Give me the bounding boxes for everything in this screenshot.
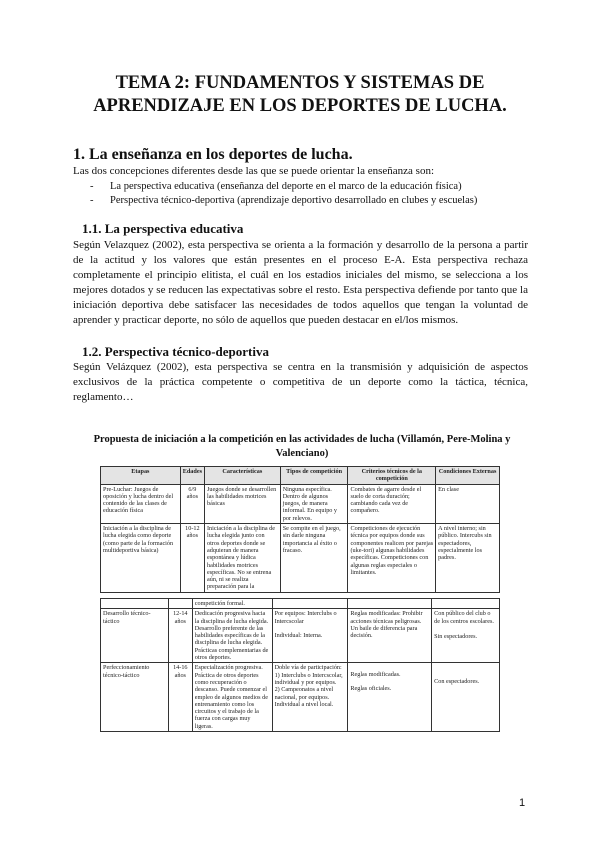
cell-criterios [348,663,432,732]
cell-tipos [272,609,348,663]
table-row [101,599,500,609]
competition-table-part-2 [100,598,500,732]
cell-criterios-line: Reglas modificadas: Prohibir acciones técnicas peligrosas. [350,610,423,625]
cell-criterios-line: Reglas modificadas. [350,671,401,679]
cell-condiciones-line: Con público del club o de los centros escolares. [434,610,494,625]
table-row [101,484,500,523]
cell-tipos: Ninguna específica. Dentro de algunos juegos, de manera informal. En equipo y por relevos. [280,484,348,523]
cell-edad: 12-14 años [168,609,192,663]
bullet-item: - Perspectiva técnico-deportiva (aprendizaje deportivo desarrollado en clubes y escuelas) [90,195,478,206]
cell-condiciones: En clase [436,484,500,523]
cell-caracteristicas: Dedicación progresiva hacia la disciplina de lucha elegida. Desarrollo preferente de las habilidades específicas de la disciplina de lucha elegida. Prácticas complementarias de otros deportes. [192,609,272,663]
column-header: Tipos de competición [280,467,348,485]
cell-condiciones [432,663,500,732]
competition-table-part-1 [100,466,500,593]
table-row [101,663,500,732]
cell-etapa: Desarrollo técnico-táctico [101,609,169,663]
cell-condiciones-line: Sin espectadores. [434,632,478,640]
section-1-2-heading: 1.2. Perspectiva técnico-deportiva [82,344,270,359]
table-header-row [101,467,500,485]
section-1-heading: 1. La enseñanza en los deportes de lucha. [73,146,353,163]
cell-caracteristicas: Juegos donde se desarrollen las habilidades motrices básicas [204,484,280,523]
cell-edad: 14-16 años [168,663,192,732]
cell-etapa: Perfeccionamiento técnico-táctico [101,663,169,732]
column-header: Etapas [101,467,181,485]
column-header: Edades [180,467,204,485]
title-line-1: TEMA 2: FUNDAMENTOS Y SISTEMAS DE [115,73,485,93]
cell-edad: 10-12 años [180,524,204,593]
section-1-2-body: Según Velázquez (2002), esta perspectiva se centra en la transmisión y adquisición de aspectos exclusivos de la práctica competente o competitiva de un deporte como la táctica, técnica, reglamento… [73,361,528,403]
cell-criterios-line: Reglas oficiales. [350,684,392,692]
cell-tipos-line: Por equipos: Interclubs o Intercscolar [274,610,337,625]
cell-tipos: Se compite en el juego, sin darle ninguna importancia al éxito o fracaso. [280,524,348,593]
cell-criterios [348,609,432,663]
bullet-item: - La perspectiva educativa (enseñanza del deporte en el marco de la educación física) [90,181,462,192]
section-1-intro: Las dos concepciones diferentes desde las que se puede orientar la enseñanza son: [73,165,435,177]
cell-condiciones: A nivel interno; sin público. Intercubs sin espectadores, especialmente los padres. [436,524,500,593]
column-header: Criterios técnicos de la competición [348,467,436,485]
cell-caracteristicas: Especialización progresiva. Práctica de otros deportes como recuperación o descanso. Puede comenzar el empleo de algunos medios de entrenamiento como los circuitos y el trabajo de la fuerza con cargas muy ligeras. [192,663,272,732]
table-row [101,524,500,593]
cell-criterios: Competiciones de ejecución técnica por equipos donde sus componentes realicen por parejas (uke-tori) algunas habilidades específicas. Competiciones con algunas reglas especiales o limitantes. [348,524,436,593]
section-1-1-body: Según Velazquez (2002), esta perspectiva se orienta a la formación y desarrollo de la persona a partir de la actitud y los valores que están presentes en el proceso E-A. Esta perspectiva rechaza completamente el principio elitista, el cuál en los estadios iniciales del mismo, se selecciona a los mejores dotados y se reducen las expectativas sobre el resto. Esta perspectiva defiende por tanto que la iniciación deportiva debe satisfacer las necesidades de todos aquellos que tengan la voluntad de aprender y practicar deporte, no sólo de aquellos que pueden destacar en el/los mismos. [73,239,528,326]
column-header: Condiciones Externas [436,467,500,485]
cell-edad: 6/9 años [180,484,204,523]
cell-criterios: Combates de agarre desde el suelo de corta duración; cambiando cada vez de compañero. [348,484,436,523]
cell-etapa: Pre-Luchar: Juegos de oposición y lucha dentro del contenido de las clases de educación física [101,484,181,523]
cell-tipos-line: Individual: Interna. [274,631,323,639]
cell-criterios-line: Un baile de diferencia para decisión. [350,624,418,640]
table-caption: Propuesta de iniciación a la competición en las actividades de lucha (Villamón, Pere-Molina y Valenciano) [93,434,511,459]
cell-etapa: Iniciación a la disciplina de lucha elegida como deporte (como parte de la formación multideportiva básica) [101,524,181,593]
section-1-1-heading: 1.1. La perspectiva educativa [82,221,244,236]
cell-condiciones [432,609,500,663]
cell-tipos-line: 2) Campeonatos a nivel nacional, por equipos. Individual a nivel local. [274,686,334,708]
table-row [101,609,500,663]
document-title [60,72,540,118]
cell-tipos [272,663,348,732]
page-number: 1 [519,797,526,809]
cell-condiciones-line: Con espectadores. [434,678,480,686]
cell-carry-over: competición formal. [192,599,272,609]
title-line-2: APRENDIZAJE EN LOS DEPORTES DE LUCHA. [93,96,507,116]
cell-tipos-line: Doble vía de participación: 1) Interclubs o Intercscolar, individual y por equipos. [274,664,343,686]
cell-caracteristicas: Iniciación a la disciplina de lucha elegida junto con otros deportes donde se adquieran de manera espontánea y lúdica habilidades motrices específicas. No se entrena aún, ni se realiza preparación para la [204,524,280,593]
column-header: Características [204,467,280,485]
